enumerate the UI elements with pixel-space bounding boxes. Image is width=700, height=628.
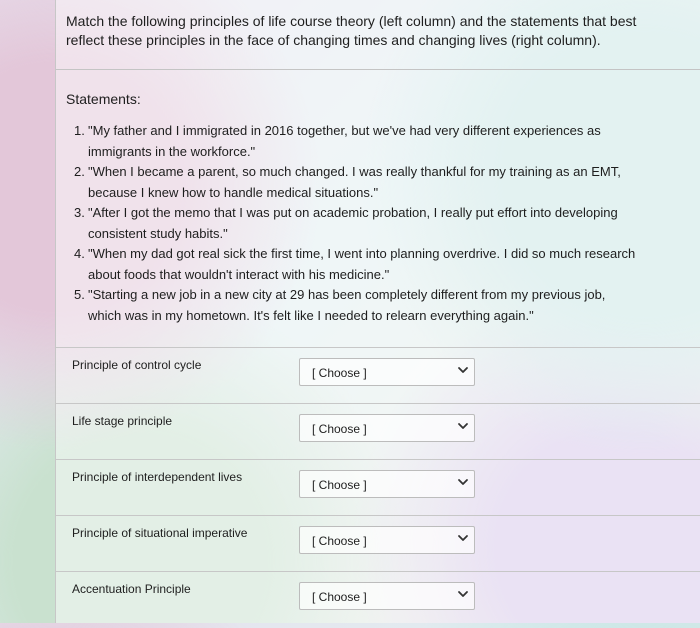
dropdown-selected-value: [ Choose ] bbox=[312, 366, 367, 380]
statement-item bbox=[74, 121, 666, 162]
principle-answer-dropdown[interactable] bbox=[299, 582, 475, 610]
statement-item bbox=[74, 203, 666, 244]
dropdown-selected-value: [ Choose ] bbox=[312, 478, 367, 492]
chevron-down-icon bbox=[457, 588, 469, 600]
instruction-line: reflect these principles in the face of changing times and changing lives (right column). bbox=[66, 32, 601, 48]
statement-text-line: "After I got the memo that I was put on academic probation, I really put effort into developing bbox=[88, 205, 618, 220]
match-row bbox=[56, 571, 700, 628]
principle-answer-dropdown[interactable] bbox=[299, 414, 475, 442]
statement-text-line: "My father and I immigrated in 2016 together, but we've had very different experiences as bbox=[88, 123, 601, 138]
statement-text-line: which was in my hometown. It's felt like I needed to relearn everything again." bbox=[88, 307, 534, 323]
statements-list bbox=[74, 121, 666, 326]
match-row bbox=[56, 459, 700, 516]
principle-label: Principle of interdependent lives bbox=[72, 470, 243, 484]
statements-heading: Statements: bbox=[66, 91, 141, 107]
dropdown-selected-value: [ Choose ] bbox=[312, 590, 367, 604]
statement-text-line: "When I became a parent, so much changed. I was really thankful for my training as an EMT, bbox=[88, 164, 621, 179]
statement-number: 4. bbox=[74, 246, 85, 261]
statement-item bbox=[74, 244, 666, 285]
match-row bbox=[56, 347, 700, 404]
statement-number: 1. bbox=[74, 123, 85, 138]
chevron-down-icon bbox=[457, 476, 469, 488]
statement-text-line: immigrants in the workforce." bbox=[88, 143, 256, 159]
chevron-down-icon bbox=[457, 532, 469, 544]
principle-answer-dropdown[interactable] bbox=[299, 526, 475, 554]
question-card bbox=[55, 0, 700, 623]
principle-label: Principle of situational imperative bbox=[72, 526, 248, 540]
dropdown-selected-value: [ Choose ] bbox=[312, 422, 367, 436]
statement-item bbox=[74, 162, 666, 203]
match-row bbox=[56, 403, 700, 460]
chevron-down-icon bbox=[457, 364, 469, 376]
principle-label: Life stage principle bbox=[72, 414, 173, 428]
principle-answer-dropdown[interactable] bbox=[299, 470, 475, 498]
section-divider bbox=[56, 69, 700, 70]
statement-item bbox=[74, 285, 666, 326]
statement-text-line: "Starting a new job in a new city at 29 has been completely different from my previous job, bbox=[88, 287, 606, 302]
dropdown-selected-value: [ Choose ] bbox=[312, 534, 367, 548]
question-instructions bbox=[66, 12, 656, 50]
principle-label: Accentuation Principle bbox=[72, 582, 191, 596]
statement-number: 2. bbox=[74, 164, 85, 179]
statement-number: 3. bbox=[74, 205, 85, 220]
principle-label: Principle of control cycle bbox=[72, 358, 202, 372]
statement-text-line: "When my dad got real sick the first time, I went into planning overdrive. I did so much research bbox=[88, 246, 636, 261]
chevron-down-icon bbox=[457, 420, 469, 432]
statement-text-line: consistent study habits." bbox=[88, 225, 228, 241]
match-row bbox=[56, 515, 700, 572]
instruction-line: Match the following principles of life course theory (left column) and the statements that best bbox=[66, 13, 637, 29]
statement-text-line: because I knew how to handle medical situations." bbox=[88, 184, 379, 200]
statement-text-line: about foods that wouldn't interact with his medicine." bbox=[88, 266, 390, 282]
principle-answer-dropdown[interactable] bbox=[299, 358, 475, 386]
statement-number: 5. bbox=[74, 287, 85, 302]
